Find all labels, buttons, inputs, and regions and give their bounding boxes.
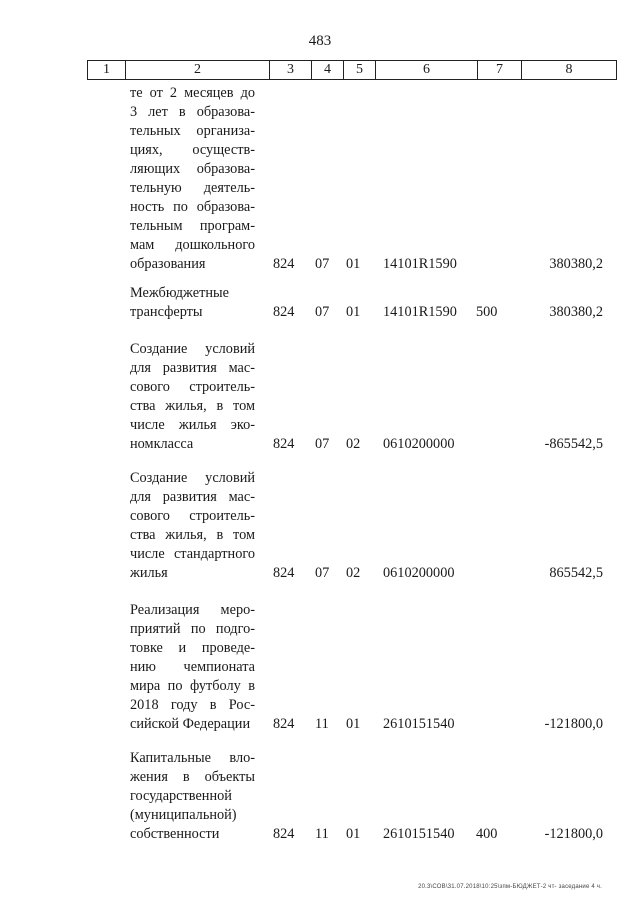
description-line: ляющих образова- bbox=[130, 161, 255, 177]
cell-amount: 380380,2 bbox=[549, 256, 603, 272]
column-header-7: 7 bbox=[477, 61, 521, 79]
cell-subsection-code: 02 bbox=[346, 565, 361, 581]
row-description bbox=[130, 284, 255, 322]
description-line: (муниципальной) bbox=[130, 807, 237, 823]
description-line: те от 2 месяцев до bbox=[130, 85, 255, 101]
cell-section-code: 07 bbox=[315, 256, 330, 272]
cell-target-article-code: 14101R1590 bbox=[383, 304, 457, 320]
description-line: товке и проведе- bbox=[130, 640, 255, 656]
description-line: Реализация меро- bbox=[130, 602, 255, 618]
cell-admin-code: 824 bbox=[273, 304, 295, 320]
cell-subsection-code: 01 bbox=[346, 826, 361, 842]
description-line: трансферты bbox=[130, 304, 203, 320]
description-line: мам дошкольного bbox=[130, 237, 255, 253]
description-line: номкласса bbox=[130, 436, 194, 452]
cell-admin-code: 824 bbox=[273, 716, 295, 732]
column-header-8: 8 bbox=[521, 61, 616, 79]
cell-target-article-code: 2610151540 bbox=[383, 826, 455, 842]
description-line: числе стандартного bbox=[130, 546, 255, 562]
cell-amount: -865542,5 bbox=[544, 436, 603, 452]
description-line: мира по футболу в bbox=[130, 678, 255, 694]
description-line: приятий по подго- bbox=[130, 621, 255, 637]
cell-expense-type-code: 400 bbox=[476, 826, 498, 842]
description-line: Межбюджетные bbox=[130, 285, 229, 301]
description-line: Создание условий bbox=[130, 470, 255, 486]
description-line: тельную деятель- bbox=[130, 180, 255, 196]
cell-section-code: 07 bbox=[315, 436, 330, 452]
cell-expense-type-code: 500 bbox=[476, 304, 498, 320]
row-description bbox=[130, 601, 255, 734]
page-number: 483 bbox=[308, 33, 332, 49]
description-line: жилья bbox=[130, 565, 168, 581]
column-header-2: 2 bbox=[125, 61, 269, 79]
cell-subsection-code: 01 bbox=[346, 716, 361, 732]
description-line: для развития мас- bbox=[130, 360, 255, 376]
column-header-1: 1 bbox=[103, 62, 110, 77]
cell-amount: -121800,0 bbox=[544, 826, 603, 842]
row-description bbox=[130, 749, 255, 844]
cell-admin-code: 824 bbox=[273, 565, 295, 581]
description-line: образования bbox=[130, 256, 206, 272]
row-description bbox=[130, 84, 255, 274]
cell-amount: 380380,2 bbox=[549, 304, 603, 320]
description-line: для развития мас- bbox=[130, 489, 255, 505]
cell-target-article-code: 0610200000 bbox=[383, 565, 455, 581]
description-line: тельным програм- bbox=[130, 218, 255, 234]
cell-section-code: 11 bbox=[315, 826, 329, 842]
row-description bbox=[130, 340, 255, 454]
description-line: 2018 году в Рос- bbox=[130, 697, 255, 713]
description-line: циях, осуществ- bbox=[130, 142, 255, 158]
description-line: ства жилья, в том bbox=[130, 398, 255, 414]
cell-section-code: 11 bbox=[315, 716, 329, 732]
description-line: тельных организа- bbox=[130, 123, 255, 139]
cell-subsection-code: 01 bbox=[346, 304, 361, 320]
column-header-6: 6 bbox=[375, 61, 477, 79]
cell-admin-code: 824 bbox=[273, 436, 295, 452]
description-line: сийской Федерации bbox=[130, 716, 251, 732]
cell-subsection-code: 01 bbox=[346, 256, 361, 272]
cell-section-code: 07 bbox=[315, 304, 330, 320]
description-line: Капитальные вло- bbox=[130, 750, 255, 766]
cell-admin-code: 824 bbox=[273, 256, 295, 272]
cell-target-article-code: 0610200000 bbox=[383, 436, 455, 452]
description-line: нию чемпионата bbox=[130, 659, 255, 675]
cell-amount: -121800,0 bbox=[544, 716, 603, 732]
column-header-3: 3 bbox=[269, 61, 311, 79]
description-line: сового строитель- bbox=[130, 379, 255, 395]
cell-section-code: 07 bbox=[315, 565, 330, 581]
document-footer: 20.3\СОВ\31.07.2018\10:25\зпм-БЮДЖЕТ-2 чт- заседание 4 ч. bbox=[418, 884, 602, 890]
description-line: ность по образова- bbox=[130, 199, 255, 215]
cell-target-article-code: 2610151540 bbox=[383, 716, 455, 732]
description-line: ства жилья, в том bbox=[130, 527, 255, 543]
column-header-5: 5 bbox=[343, 61, 375, 79]
cell-amount: 865542,5 bbox=[549, 565, 603, 581]
description-line: сового строитель- bbox=[130, 508, 255, 524]
cell-admin-code: 824 bbox=[273, 826, 295, 842]
row-description bbox=[130, 469, 255, 583]
cell-subsection-code: 02 bbox=[346, 436, 361, 452]
description-line: числе жилья эко- bbox=[130, 417, 255, 433]
cell-target-article-code: 14101R1590 bbox=[383, 256, 457, 272]
description-line: 3 лет в образова- bbox=[130, 104, 255, 120]
description-line: Создание условий bbox=[130, 341, 255, 357]
description-line: жения в объекты bbox=[130, 769, 255, 785]
description-line: государственной bbox=[130, 788, 232, 804]
column-header-4: 4 bbox=[311, 61, 343, 79]
description-line: собственности bbox=[130, 826, 220, 842]
